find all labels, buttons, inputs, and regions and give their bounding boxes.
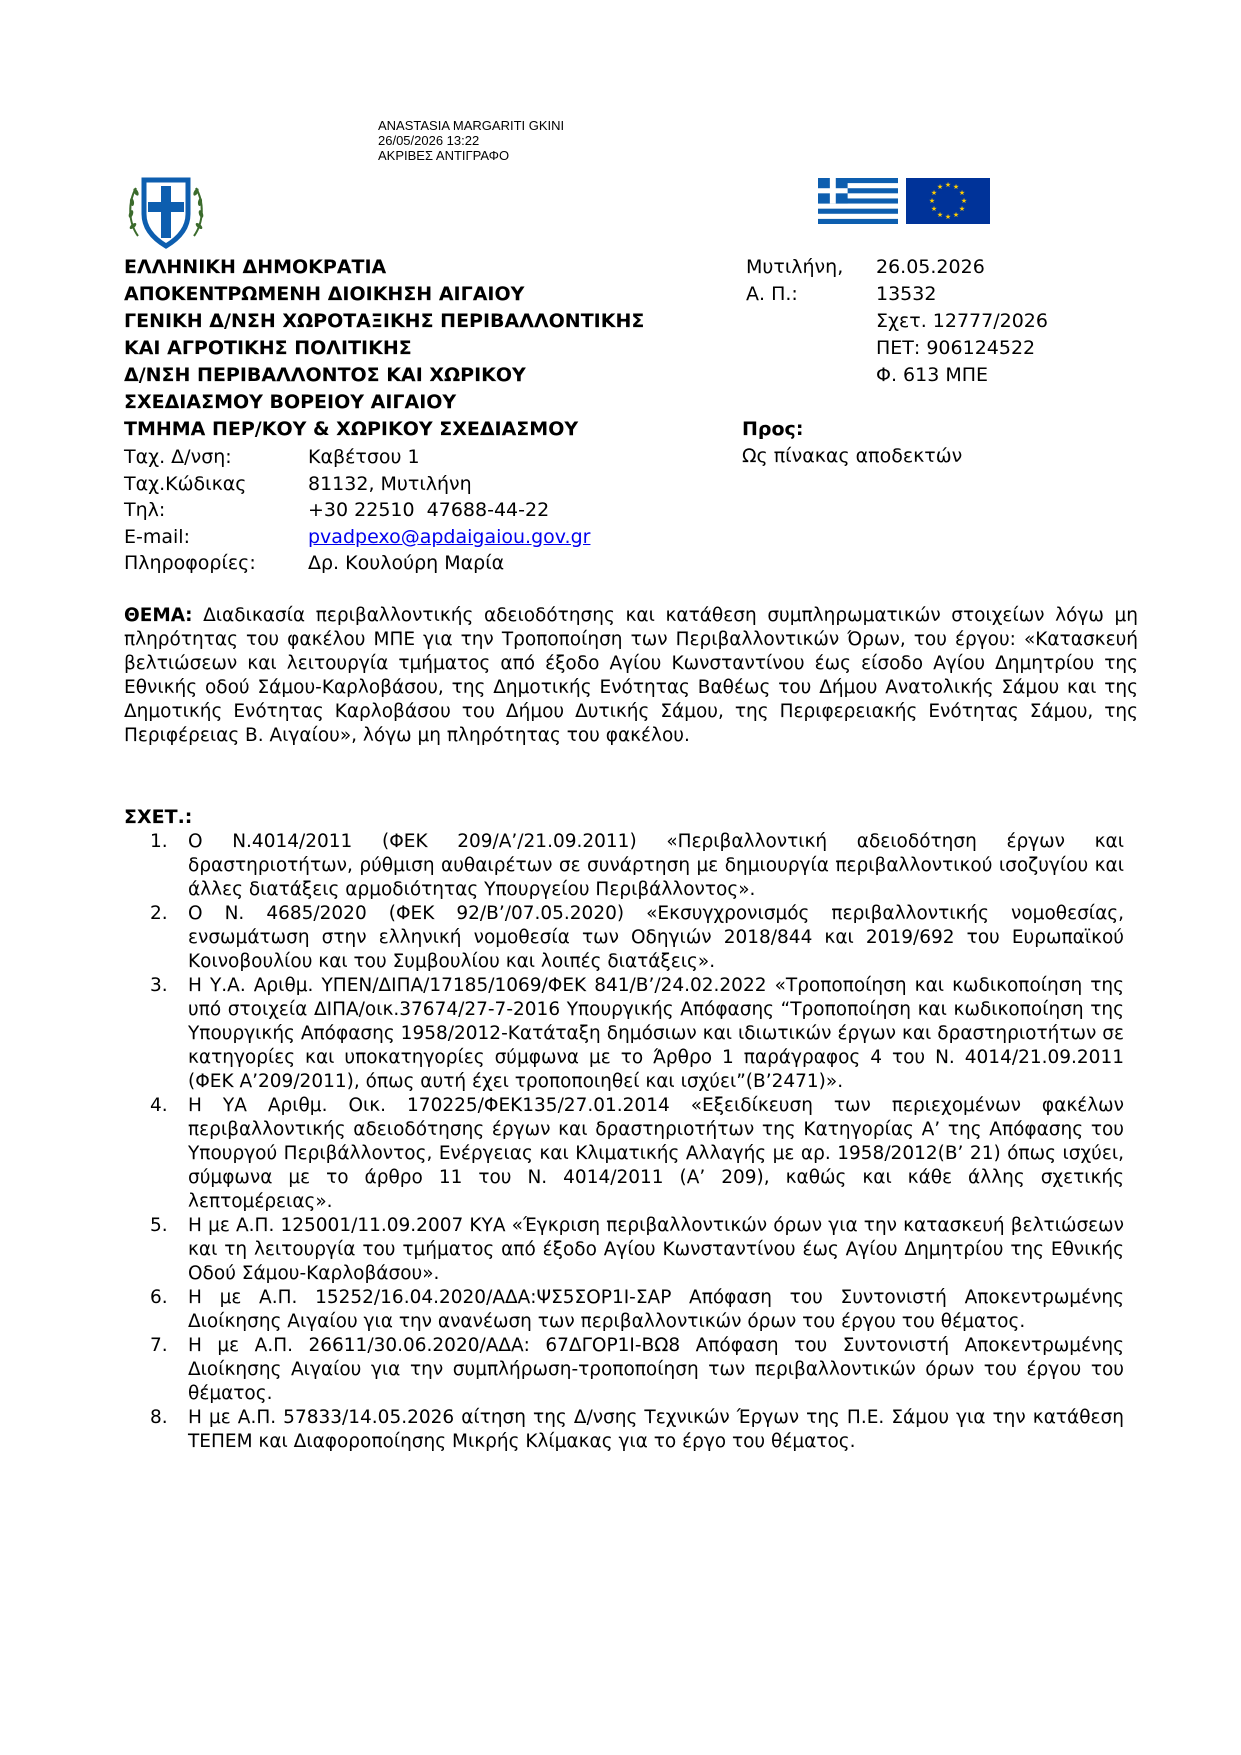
reference-item: [150, 1214, 1124, 1286]
related-reference: Σχετ. 12777/2026: [876, 310, 1048, 332]
authority-header: [124, 254, 644, 443]
stamp-name: ANASTASIA MARGARITI GKINI: [378, 118, 565, 133]
info-label: Πληροφορίες:: [124, 552, 256, 574]
contact-row-postal: [124, 471, 590, 498]
reference-number: 2.: [150, 903, 168, 924]
pet-number: ΠΕΤ: 906124522: [876, 337, 1036, 359]
reference-item: [150, 1406, 1124, 1454]
header-line: ΓΕΝΙΚΗ Δ/ΝΣΗ ΧΩΡΟΤΑΞΙΚΗΣ ΠΕΡΙΒΑΛΛΟΝΤΙΚΗΣ: [124, 310, 645, 332]
reference-number: 7.: [150, 1335, 168, 1356]
header-line: ΑΠΟΚΕΝΤΡΩΜΕΝΗ ΔΙΟΙΚΗΣΗ ΑΙΓΑΙΟΥ: [124, 283, 525, 305]
reference-item: [150, 1094, 1124, 1214]
reference-text: Η ΥΑ Αριθμ. Οικ. 170225/ΦΕΚ135/27.01.2014 «Εξειδίκευση των περιεχομένων φακέλων περιβαλλοντικής αδειοδότησης έργων και δραστηριοτήτων της Κατηγορίας Α’ της Απόφασης του Υπουργού Περιβάλλοντος, Ενέργειας και Κλιματικής Αλλαγής με αρ. 1958/2012(Β’ 21) όπως ισχύει, σύμφωνα με το άρθρο 11 του Ν. 4014/2011 (Α’ 209), καθώς και κάθε άλλης σχετικής λεπτομέρειας».: [188, 1095, 1124, 1212]
recipients-block: [742, 416, 962, 470]
svg-text:★: ★: [958, 205, 966, 213]
reference-text: Η Υ.Α. Αριθμ. ΥΠΕΝ/ΔΙΠΑ/17185/1069/ΦΕΚ 841/Β’/24.02.2022 «Τροποποίηση και κωδικοποίηση της υπό στοιχεία ΔΙΠΑ/οικ.37674/27-7-2016 Υπουργικής Απόφασης “Τροποποίηση και κωδικοποίηση της Υπουργικής Απόφασης 1958/2012-Κατάταξη δημόσιων και ιδιωτικών έργων και δραστηριοτήτων σε κατηγορίες και υποκατηγορίες σύμφωνα με το Άρθρο 1 παράγραφος 4 του Ν. 4014/21.09.2011 (ΦΕΚ Α’209/2011), όπως αυτή έχει τροποποιηθεί και ισχύει”(Β’2471)».: [188, 975, 1124, 1092]
reference-text: Η με Α.Π. 57833/14.05.2026 αίτηση της Δ/νσης Τεχνικών Έργων της Π.Ε. Σάμου για την κατάθεση ΤΕΠΕΜ και Διαφοροποίησης Μικρής Κλίμακας για το έργο του θέματος.: [188, 1407, 1124, 1452]
info-value: Δρ. Κουλούρη Μαρία: [308, 552, 505, 574]
contact-details: [124, 444, 590, 577]
reference-item: [150, 974, 1124, 1094]
svg-text:★: ★: [952, 183, 960, 191]
file-number: Φ. 613 ΜΠΕ: [876, 364, 989, 386]
stamp-datetime: 26/05/2026 13:22: [378, 133, 480, 148]
contact-row-info: [124, 550, 590, 577]
protocol-number: 13532: [876, 283, 937, 305]
references-list: [150, 830, 1124, 1454]
email-link[interactable]: pvadpexo@apdaigaiou.gov.gr: [308, 525, 591, 548]
contact-row-address: [124, 444, 590, 471]
svg-text:★: ★: [928, 197, 936, 205]
greek-flag-icon: [818, 178, 898, 224]
header-line: Δ/ΝΣΗ ΠΕΡΙΒΑΛΛΟΝΤΟΣ ΚΑΙ ΧΩΡΙΚΟΥ: [124, 364, 526, 386]
recipients-text: Ως πίνακας αποδεκτών: [742, 445, 963, 467]
phone-value: +30 22510 47688-44-22: [308, 499, 550, 521]
phone-label: Τηλ:: [124, 499, 166, 521]
meta-labels: [746, 254, 843, 308]
reference-text: Η με Α.Π. 125001/11.09.2007 ΚΥΑ «Έγκριση περιβαλλοντικών όρων για την κατασκευή βελτιώσεων και τη λειτουργία του τμήματος από έξοδο Αγίου Κωνσταντίνου έως Αγίου Δημητρίου της Εθνικής Οδού Σάμου-Καρλοβάσου».: [188, 1215, 1124, 1284]
subject-label: ΘΕΜΑ:: [124, 605, 193, 626]
contact-row-phone: [124, 497, 590, 524]
svg-text:★: ★: [930, 205, 938, 213]
references-title: ΣΧΕΤ.:: [124, 806, 193, 828]
email-label: E-mail:: [124, 525, 190, 548]
reference-number: 4.: [150, 1095, 168, 1116]
address-value: Καβέτσου 1: [308, 446, 420, 468]
postal-value: 81132, Μυτιλήνη: [308, 472, 472, 495]
svg-text:★: ★: [944, 213, 952, 221]
meta-values: [876, 254, 1048, 389]
greek-emblem-icon: [124, 170, 208, 254]
svg-text:★: ★: [936, 211, 944, 219]
svg-text:★: ★: [936, 183, 944, 191]
svg-text:★: ★: [960, 197, 968, 205]
subject-paragraph: [124, 604, 1138, 748]
svg-text:★: ★: [930, 189, 938, 197]
reference-number: 5.: [150, 1215, 168, 1236]
reference-text: Η με Α.Π. 26611/30.06.2020/ΑΔΑ: 67ΔΓΟΡ1Ι-ΒΩ8 Απόφαση του Συντονιστή Αποκεντρωμένης Διοίκησης Αιγαίου για την συμπλήρωση-τροποποίηση των περιβαλλοντικών όρων του έργου του θέματος.: [188, 1335, 1124, 1404]
eu-flag-icon: [906, 178, 990, 224]
reference-number: 1.: [150, 831, 168, 852]
postal-label: Ταχ.Κώδικας: [124, 472, 247, 495]
reference-item: [150, 1334, 1124, 1406]
svg-text:★: ★: [952, 211, 960, 219]
reference-text: Η με Α.Π. 15252/16.04.2020/ΑΔΑ:ΨΣ5ΣΟΡ1Ι-ΣΑΡ Απόφαση του Συντονιστή Αποκεντρωμένης Διοίκησης Αιγαίου για την ανανέωση των περιβαλλοντικών όρων του έργου του θέματος.: [188, 1287, 1124, 1332]
reference-text: Ο Ν. 4685/2020 (ΦΕΚ 92/Β’/07.05.2020) «Εκσυγχρονισμός περιβαλλοντικής νομοθεσίας, ενσωμάτωση στην ελληνική νομοθεσία των Οδηγιών 2018/844 και 2019/692 του Ευρωπαϊκού Κοινοβουλίου και του Συμβουλίου και λοιπές διατάξεις».: [188, 903, 1124, 972]
address-label: Ταχ. Δ/νση:: [124, 446, 232, 468]
reference-number: 3.: [150, 975, 168, 996]
header-line: ΤΜΗΜΑ ΠΕΡ/ΚΟΥ & ΧΩΡΙΚΟΥ ΣΧΕΔΙΑΣΜΟΥ: [124, 418, 579, 440]
contact-row-email: [124, 524, 590, 551]
reference-item: [150, 830, 1124, 902]
place-label: Μυτιλήνη,: [746, 256, 844, 278]
reference-item: [150, 902, 1124, 974]
document-date: 26.05.2026: [876, 256, 985, 278]
header-line: ΚΑΙ ΑΓΡΟΤΙΚΗΣ ΠΟΛΙΤΙΚΗΣ: [124, 337, 412, 359]
ap-label: Α. Π.:: [746, 283, 798, 305]
reference-text: Ο Ν.4014/2011 (ΦΕΚ 209/Α’/21.09.2011) «Περιβαλλοντική αδειοδότηση έργων και δραστηριοτήτων, ρύθμιση αυθαιρέτων σε συνάρτηση με δημιουργία περιβαλλοντικού ισοζυγίου και άλλες διατάξεις αρμοδιότητας Υπουργείου Περιβάλλοντος».: [188, 831, 1124, 900]
reference-number: 6.: [150, 1287, 168, 1308]
header-line: ΣΧΕΔΙΑΣΜΟΥ ΒΟΡΕΙΟΥ ΑΙΓΑΙΟΥ: [124, 391, 457, 413]
reference-item: [150, 1286, 1124, 1334]
svg-text:★: ★: [958, 189, 966, 197]
signature-stamp: [378, 118, 564, 163]
header-line: ΕΛΛΗΝΙΚΗ ΔΗΜΟΚΡΑΤΙΑ: [124, 256, 387, 278]
subject-text: Διαδικασία περιβαλλοντικής αδειοδότησης και κατάθεση συμπληρωματικών στοιχείων λόγω μη πληρότητας του φακέλου ΜΠΕ για την Τροποποίηση των Περιβαλλοντικών Όρων, του έργου: «Κατασκευή βελτιώσεων και λειτουργία τμήματος από έξοδο Αγίου Κωνσταντίνου έως είσοδο Αγίου Δημητρίου της Εθνικής οδού Σάμου-Καρλοβάσου, της Δημοτικής Ενότητας Βαθέως του Δήμου Ανατολικής Σάμου και της Δημοτικής Ενότητας Καρλοβάσου του Δήμου Δυτικής Σάμου, της Περιφερειακής Ενότητας Σάμου, της Περιφέρειας Β. Αιγαίου», λόγω μη πληρότητας του φακέλου.: [124, 605, 1138, 746]
svg-text:★: ★: [944, 181, 952, 189]
reference-number: 8.: [150, 1407, 168, 1428]
recipients-title: Προς:: [742, 418, 804, 440]
stamp-note: ΑΚΡΙΒΕΣ ΑΝΤΙΓΡΑΦΟ: [378, 148, 510, 163]
